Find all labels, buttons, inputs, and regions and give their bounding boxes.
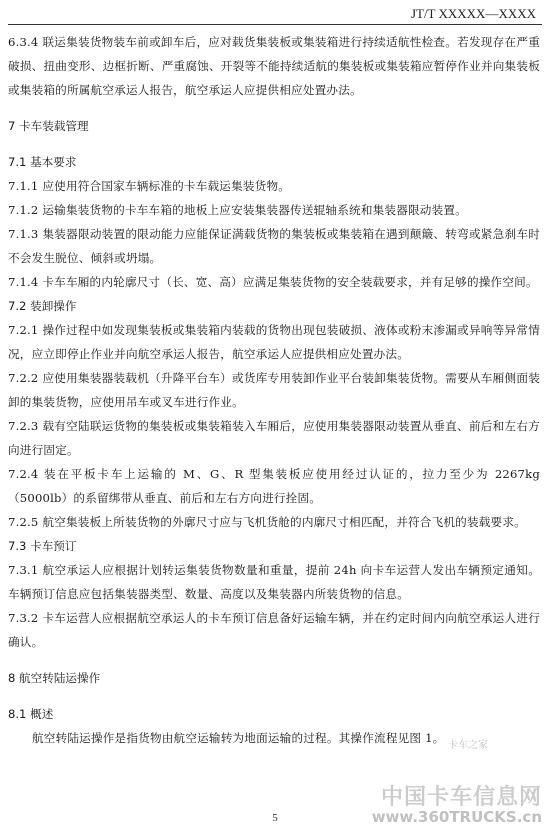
clause-7-1-4: 7.1.4 卡车车厢的内轮廓尺寸（长、宽、高）应满足集装货物的安全装载要求，并有足够的操作空间。: [8, 275, 538, 289]
clause-6-3-4: 6.3.4 联运集装货物装车前或卸车后，应对载货集装板或集装箱进行持续适航性检查。若发现存在严重破损、扭曲变形、边框折断、严重腐蚀、开裂等不能持续适航的集装板或集装箱应暂停作业并向集装板或集装箱的所属航空承运人报告，航空承运人应提供相应处置办法。: [8, 35, 540, 97]
clause-7-2-3: 7.2.3 载有空陆联运货物的集装板或集装箱装入车厢后，应使用集装器限动装置从垂直、前后和左右方向进行固定。: [8, 419, 540, 457]
section-7-heading: 7 卡车装载管理: [8, 119, 89, 133]
clause-7-3-1: 7.3.1 航空承运人应根据计划转运集装货物数量和重量，提前 24h 向卡车运营人发出车辆预定通知。车辆预订信息应包括集装器类型、数量、高度以及集装器内所装货物的信息。: [8, 563, 540, 601]
watermark-url: www.360TRUCKS.cn: [371, 808, 542, 826]
clause-7-1-2: 7.1.2 运输集装货物的卡车车箱的地板上应安装集装器传送辊轴系统和集装器限动装置。: [8, 203, 467, 217]
watermark-small: 卡车之家: [448, 740, 488, 751]
clause-7-2-1: 7.2.1 操作过程中如发现集装板或集装箱内装载的货物出现包装破损、液体或粉末渗漏或异响等异常情况，应立即停止作业并向航空承运人报告，航空承运人应提供相应处置办法。: [8, 323, 540, 361]
section-7-2-heading: 7.2 装卸操作: [8, 299, 77, 313]
section-7-3-heading: 7.3 卡车预订: [8, 539, 77, 553]
clause-7-2-5: 7.2.5 航空集装板上所装货物的外廓尺寸应与飞机货舱的内廓尺寸相匹配，并符合飞机的装载要求。: [8, 515, 526, 529]
section-8-1-heading: 8.1 概述: [8, 707, 54, 721]
clause-7-3-2: 7.3.2 卡车运营人应根据航空承运人的卡车预订信息备好运输车辆，并在约定时间内向航空承运人进行确认。: [8, 611, 540, 649]
clause-7-2-4: 7.2.4 装在平板卡车上运输的 M、G、R 型集装板应使用经过认证的，拉力至少为 2267kg（5000lb）的系留绑带从垂直、前后和左右方向进行拴固。: [8, 467, 540, 505]
standard-code-header: JT/T XXXXX—XXXX: [410, 6, 536, 21]
clause-7-1-1: 7.1.1 应使用符合国家车辆标准的卡车载运集装货物。: [8, 179, 291, 193]
document-body: [8, 30, 540, 750]
watermark-cn: 中国卡车信息网: [380, 785, 542, 810]
section-8-heading: 8 航空转陆运操作: [8, 671, 101, 685]
section-7-1-heading: 7.1 基本要求: [8, 155, 77, 169]
section-8-1-text: 航空转陆运操作是指货物由航空运输转为地面运输的过程。其操作流程见图 1。: [32, 731, 445, 745]
clause-7-1-3: 7.1.3 集装器限动装置的限动能力应能保证满载货物的集装板或集装箱在遇到颠簸、转弯或紧急刹车时不会发生脱位、倾斜或坍塌。: [8, 227, 540, 265]
header-divider: [8, 24, 542, 25]
clause-7-2-2: 7.2.2 应使用集装器装载机（升降平台车）或货库专用装卸作业平台装卸集装货物。需要从车厢侧面装卸的集装货物，应使用吊车或叉车进行作业。: [8, 371, 540, 409]
page-number: 5: [272, 812, 278, 824]
